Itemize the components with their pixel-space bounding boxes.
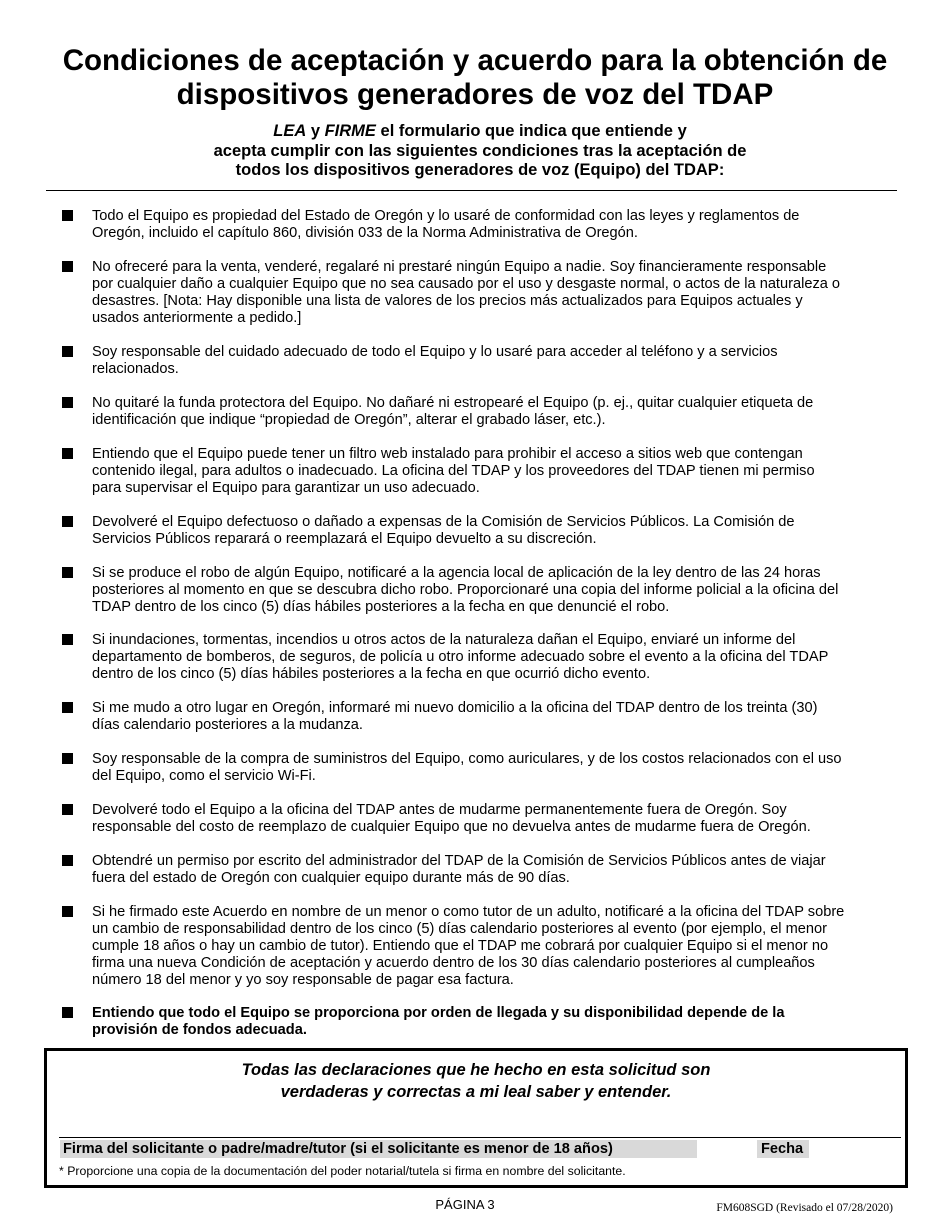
signature-note: * Proporcione una copia de la documentación del poder notarial/tutela si firma en nombre del solicitante. — [59, 1164, 626, 1178]
date-label: Fecha — [757, 1140, 809, 1158]
list-item-line: TDAP dentro de los cinco (5) días hábiles posteriores a la fecha en que denuncié el robo. — [92, 599, 670, 615]
subtitle-lea: LEA — [273, 122, 307, 140]
list-item-text — [92, 514, 894, 548]
list-item-line: Soy responsable de la compra de suministros del Equipo, como auriculares, y de los costos relacionados con el uso — [92, 751, 842, 767]
square-bullet-icon — [62, 448, 73, 459]
subtitle-line-2: acepta cumplir con las siguientes condiciones tras la aceptación de — [213, 141, 747, 160]
list-item-text — [92, 1005, 894, 1039]
list-item-line: número 18 del menor y yo soy responsable de pagar esa factura. — [92, 972, 514, 988]
list-item-line: responsable del costo de reemplazo de cualquier Equipo que no devuelva antes de mudarme fuera de Oregón. — [92, 819, 811, 835]
list-item-line: posteriores al momento en que se descubra dicho robo. Proporcionaré una copia del informe policial a la oficina del — [92, 582, 839, 598]
signature-label: Firma del solicitante o padre/madre/tutor (si el solicitante es menor de 18 años) — [60, 1140, 697, 1158]
square-bullet-icon — [62, 567, 73, 578]
list-item-text — [92, 259, 894, 327]
square-bullet-icon — [62, 855, 73, 866]
list-item-line: usados anteriormente a pedido.] — [92, 310, 302, 326]
title-line-2: dispositivos generadores de voz del TDAP — [176, 78, 774, 111]
list-item-line: provisión de fondos adecuada. — [92, 1022, 307, 1038]
square-bullet-icon — [62, 516, 73, 527]
list-item-line: No quitaré la funda protectora del Equipo. No dañaré ni estropearé el Equipo (p. ej., quitar cualquier etiqueta de — [92, 395, 814, 411]
list-item-line: del Equipo, como el servicio Wi-Fi. — [92, 768, 316, 784]
list-item-line: Si inundaciones, tormentas, incendios u otros actos de la naturaleza dañan el Equipo, enviaré un informe del — [92, 632, 796, 648]
square-bullet-icon — [62, 210, 73, 221]
square-bullet-icon — [62, 753, 73, 764]
list-item-line: Oregón, incluido el capítulo 860, división 033 de la Norma Administrativa de Oregón. — [92, 225, 638, 241]
list-item-line: relacionados. — [92, 361, 179, 377]
square-bullet-icon — [62, 397, 73, 408]
list-item-text — [92, 344, 894, 378]
list-item-line: No ofreceré para la venta, venderé, regalaré ni prestaré ningún Equipo a nadie. Soy financieramente responsable — [92, 259, 827, 275]
declaration-box — [44, 1048, 908, 1188]
declaration-line-2: verdaderas y correctas a mi leal saber y entender. — [280, 1083, 672, 1101]
list-item-text — [92, 208, 894, 242]
subtitle-y: y — [306, 122, 325, 140]
subtitle-firme: FIRME — [324, 122, 376, 140]
square-bullet-icon — [62, 702, 73, 713]
list-item-line: cumple 18 años o hay un cambio de tutor). Entiendo que el TDAP me cobrará por cualquier Equipo si el menor no — [92, 938, 829, 954]
list-item-line: Si se produce el robo de algún Equipo, notificaré a la agencia local de aplicación de la ley dentro de las 24 horas — [92, 565, 821, 581]
list-item-line: Entiendo que todo el Equipo se proporciona por orden de llegada y su disponibilidad depende de la — [92, 1005, 785, 1021]
header-divider — [46, 190, 897, 191]
square-bullet-icon — [62, 906, 73, 917]
list-item-line: dentro de los cinco (5) días hábiles posteriores a la fecha en que ocurrió dicho evento. — [92, 666, 651, 682]
list-item-text — [92, 395, 894, 429]
list-item-text — [92, 446, 894, 497]
form-id: FM608SGD (Revisado el 07/28/2020) — [716, 1202, 893, 1214]
list-item-text — [92, 853, 894, 887]
page-number: PÁGINA 3 — [435, 1197, 495, 1212]
signature-line[interactable] — [59, 1137, 901, 1138]
list-item-line: para supervisar el Equipo para garantizar un uso adecuado. — [92, 480, 480, 496]
subtitle — [100, 122, 860, 181]
subtitle-line-3: todos los dispositivos generadores de voz (Equipo) del TDAP: — [235, 161, 725, 179]
list-item-text — [92, 700, 894, 734]
list-item-text — [92, 802, 894, 836]
list-item-text — [92, 565, 894, 616]
declaration-text — [47, 1059, 905, 1103]
subtitle-line-1-rest: el formulario que indica que entiende y — [375, 122, 687, 140]
list-item-text — [92, 904, 894, 989]
list-item-line: Todo el Equipo es propiedad del Estado de Oregón y lo usaré de conformidad con las leyes y reglamentos de — [92, 208, 800, 224]
list-item-line: Devolveré el Equipo defectuoso o dañado a expensas de la Comisión de Servicios Públicos. La Comisión de — [92, 514, 795, 530]
list-item-text — [92, 751, 894, 785]
square-bullet-icon — [62, 346, 73, 357]
list-item-line: Soy responsable del cuidado adecuado de todo el Equipo y lo usaré para acceder al teléfono y a servicios — [92, 344, 778, 360]
list-item-line: contenido ilegal, para adultos o inadecuado. La oficina del TDAP y los proveedores del TDAP tienen mi permiso — [92, 463, 815, 479]
title-line-1: Condiciones de aceptación y acuerdo para la obtención de — [62, 44, 888, 77]
list-item-line: por cualquier daño a cualquier Equipo que no sea causado por el uso y desgaste normal, o actos de la naturaleza o — [92, 276, 841, 292]
list-item-line: Devolveré todo el Equipo a la oficina del TDAP antes de mudarme permanentemente fuera de Oregón. Soy — [92, 802, 787, 818]
list-item-text — [92, 632, 894, 683]
square-bullet-icon — [62, 634, 73, 645]
declaration-line-1: Todas las declaraciones que he hecho en esta solicitud son — [241, 1061, 711, 1079]
list-item-line: Entiendo que el Equipo puede tener un filtro web instalado para prohibir el acceso a sitios web que contengan — [92, 446, 803, 462]
list-item-line: desastres. [Nota: Hay disponible una lista de valores de los precios más actualizados para Equipos actuales y — [92, 293, 803, 309]
list-item-line: un cambio de responsabilidad dentro de los cinco (5) días calendario posteriores al evento (por ejemplo, el menor — [92, 921, 827, 937]
list-item-line: departamento de bomberos, de seguros, de policía u otro informe adecuado sobre el evento a la oficina del TDAP — [92, 649, 829, 665]
list-item-line: Obtendré un permiso por escrito del administrador del TDAP de la Comisión de Servicios Públicos antes de viajar — [92, 853, 826, 869]
square-bullet-icon — [62, 804, 73, 815]
square-bullet-icon — [62, 261, 73, 272]
list-item-line: días calendario posteriores a la mudanza. — [92, 717, 363, 733]
list-item-line: fuera del estado de Oregón con cualquier equipo durante más de 90 días. — [92, 870, 570, 886]
subtitle-line-1 — [100, 122, 860, 142]
list-item-line: Servicios Públicos reparará o reemplazará el Equipo devuelto a su discreción. — [92, 531, 597, 547]
list-item-line: Si he firmado este Acuerdo en nombre de un menor o como tutor de un adulto, notificaré a la oficina del TDAP sobre — [92, 904, 845, 920]
list-item-line: firma una nueva Condición de aceptación y acuerdo dentro de los 30 días calendario posteriores al cumpleaños — [92, 955, 815, 971]
list-item-line: Si me mudo a otro lugar en Oregón, informaré mi nuevo domicilio a la oficina del TDAP dentro de los treinta (30) — [92, 700, 818, 716]
list-item-line: identificación que indique “propiedad de Oregón”, alterar el grabado láser, etc.). — [92, 412, 606, 428]
page-title — [20, 44, 930, 112]
square-bullet-icon — [62, 1007, 73, 1018]
